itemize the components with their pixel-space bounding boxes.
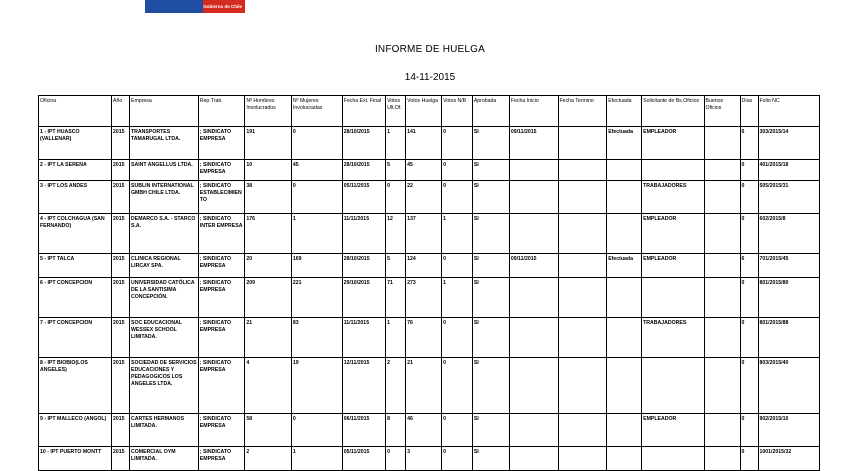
table-cell: 21 <box>406 358 442 414</box>
table-cell: 803/2015/40 <box>758 358 820 414</box>
table-cell: ; SINDICATO INTER EMPRESA <box>198 214 245 254</box>
table-cell: 29/10/2015 <box>342 278 385 318</box>
column-header: Buenos Oficios <box>704 96 740 127</box>
table-cell: 2015 <box>112 447 130 471</box>
table-row <box>39 181 820 214</box>
table-cell <box>509 447 558 471</box>
table-cell: 28/10/2015 <box>342 160 385 181</box>
table-cell <box>558 181 607 214</box>
table-cell: 5 <box>386 254 406 278</box>
column-header: Folio NC <box>758 96 820 127</box>
table-cell: 28/10/2015 <box>342 127 385 160</box>
table-cell: 1 <box>442 214 473 254</box>
table-cell: 0 <box>442 181 473 214</box>
table-row <box>39 318 820 358</box>
table-cell: 46 <box>406 414 442 447</box>
table-cell: 1 <box>442 278 473 318</box>
table-cell: 602/2015/8 <box>758 214 820 254</box>
column-header: Fecha Ext. Final <box>342 96 385 127</box>
column-header: Fecha Termino <box>558 96 607 127</box>
table-cell: SAINT ANGELLUS LTDA. <box>130 160 199 181</box>
table-cell: 4 <box>245 358 292 414</box>
table-cell: 0 <box>740 358 758 414</box>
table-cell: 38 <box>245 181 292 214</box>
table-cell: 4 - IPT COLCHAGUA (SAN FERNANDO) <box>39 214 112 254</box>
column-header: Aprobada <box>472 96 509 127</box>
table-cell: UNIVERSIDAD CATÓLICA DE LA SANTISIMA CONCEPCIÓN. <box>130 278 199 318</box>
table-cell: 28/10/2015 <box>342 254 385 278</box>
table-cell: 21 <box>245 318 292 358</box>
column-header: Solicitante de Bs.Oficios <box>642 96 704 127</box>
table-cell: 11/11/2015 <box>342 214 385 254</box>
table-cell: 401/2015/18 <box>758 160 820 181</box>
table-cell: ; SINDICATO EMPRESA <box>198 318 245 358</box>
table-cell <box>509 318 558 358</box>
table-cell: 10 - IPT PUERTO MONTT <box>39 447 112 471</box>
table-cell: ; SINDICATO EMPRESA <box>198 127 245 160</box>
table-cell: 137 <box>406 214 442 254</box>
table-cell: TRANSPORTES TAMARUGAL LTDA. <box>130 127 199 160</box>
table-cell <box>704 414 740 447</box>
table-cell: 12/11/2015 <box>342 358 385 414</box>
table-cell: Efectuada <box>607 127 642 160</box>
table-cell: ; SINDICATO EMPRESA <box>198 278 245 318</box>
table-cell: 2015 <box>112 214 130 254</box>
table-cell: COMERCIAL OYM LIMITADA. <box>130 447 199 471</box>
table-cell: 09/11/2015 <box>509 127 558 160</box>
table-cell: 12 <box>386 214 406 254</box>
table-cell <box>607 278 642 318</box>
table-cell: 8 - IPT BIOBIO(LOS ANGELES) <box>39 358 112 414</box>
table-cell: 45 <box>291 160 342 181</box>
table-cell: 06/11/2015 <box>342 414 385 447</box>
table-cell: 2015 <box>112 358 130 414</box>
table-cell: 0 <box>442 160 473 181</box>
table-cell: 09/11/2015 <box>509 254 558 278</box>
table-cell: SI <box>472 278 509 318</box>
table-cell: SI <box>472 254 509 278</box>
table-cell: 1001/2015/32 <box>758 447 820 471</box>
table-cell: 3 - IPT LOS ANDES <box>39 181 112 214</box>
table-cell <box>607 181 642 214</box>
column-header: Oficina <box>39 96 112 127</box>
column-header: Empresa <box>130 96 199 127</box>
table-cell: CLINICA REGIONAL LIRCAY SPA. <box>130 254 199 278</box>
table-cell: 0 <box>442 414 473 447</box>
table-cell: 1 <box>291 214 342 254</box>
table-cell: 902/2015/10 <box>758 414 820 447</box>
table-cell: 11/11/2015 <box>342 318 385 358</box>
column-header: Votos Ult.Of. <box>386 96 406 127</box>
table-cell: 5 <box>386 160 406 181</box>
table-cell: 0 <box>740 414 758 447</box>
table-cell: 6 <box>740 127 758 160</box>
table-cell: 209 <box>245 278 292 318</box>
table-cell <box>704 254 740 278</box>
table-body <box>39 127 820 471</box>
table-cell <box>558 127 607 160</box>
table-cell <box>642 358 704 414</box>
table-cell <box>558 160 607 181</box>
table-cell: 801/2015/80 <box>758 278 820 318</box>
table-cell <box>607 318 642 358</box>
table-cell: SUBLIN INTERNATIONAL GMBH CHILE LTDA. <box>130 181 199 214</box>
table-cell: 0 <box>291 127 342 160</box>
table-row <box>39 447 820 471</box>
table-header-row <box>39 96 820 127</box>
table-cell <box>704 181 740 214</box>
table-cell: SI <box>472 358 509 414</box>
table-cell <box>509 414 558 447</box>
table-cell: 6 - IPT CONCEPCION <box>39 278 112 318</box>
table-cell: 2015 <box>112 254 130 278</box>
table-cell <box>509 181 558 214</box>
table-cell <box>704 358 740 414</box>
table-cell <box>607 414 642 447</box>
column-header: Días <box>740 96 758 127</box>
table-cell: 1 <box>386 127 406 160</box>
table-cell: 701/2015/45 <box>758 254 820 278</box>
table-row <box>39 278 820 318</box>
table-cell: ; SINDICATO EMPRESA <box>198 160 245 181</box>
table-cell: 0 <box>291 181 342 214</box>
report-date: 14-11-2015 <box>404 72 456 83</box>
table-cell: 141 <box>406 127 442 160</box>
table-cell <box>704 214 740 254</box>
table-row <box>39 414 820 447</box>
table-cell: 05/11/2015 <box>342 181 385 214</box>
table-cell: SOC EDUCACIONAL WESSEX SCHOOL LIMITADA. <box>130 318 199 358</box>
table-row <box>39 214 820 254</box>
table-cell <box>558 318 607 358</box>
table-cell: 0 <box>740 160 758 181</box>
table-row <box>39 160 820 181</box>
column-header: Nº Hombres Involucrados <box>245 96 292 127</box>
table-cell: 0 <box>442 447 473 471</box>
table-cell <box>704 127 740 160</box>
table-cell <box>642 160 704 181</box>
table-cell: 0 <box>442 358 473 414</box>
table-cell <box>558 254 607 278</box>
gobierno-logo <box>145 0 245 13</box>
table-cell: 0 <box>740 278 758 318</box>
table-cell: TRABAJADORES <box>642 181 704 214</box>
table-cell: SI <box>472 127 509 160</box>
table-cell: 124 <box>406 254 442 278</box>
table-cell: 176 <box>245 214 292 254</box>
table-cell <box>558 447 607 471</box>
table-cell <box>509 358 558 414</box>
table-cell: ; SINDICATO EMPRESA <box>198 414 245 447</box>
table-cell: 2015 <box>112 181 130 214</box>
table-cell: SI <box>472 214 509 254</box>
table-cell <box>704 160 740 181</box>
table-cell: 0 <box>442 254 473 278</box>
column-header: Fecha Inicio <box>509 96 558 127</box>
table-cell: 0 <box>386 181 406 214</box>
table-cell: 9 - IPT MALLECO (ANGOL) <box>39 414 112 447</box>
table-cell: 2 <box>245 447 292 471</box>
table-cell: 2 <box>386 358 406 414</box>
table-cell: 2015 <box>112 127 130 160</box>
table-cell <box>558 414 607 447</box>
table-cell: ; SINDICATO EMPRESA <box>198 447 245 471</box>
table-cell: 303/2015/14 <box>758 127 820 160</box>
table-cell: 0 <box>386 447 406 471</box>
table-cell: 2015 <box>112 278 130 318</box>
table-cell <box>509 278 558 318</box>
table-cell: EMPLEADOR <box>642 254 704 278</box>
table-row <box>39 254 820 278</box>
table-cell: ; SINDICATO EMPRESA <box>198 254 245 278</box>
table-cell: 0 <box>740 181 758 214</box>
table-cell: 2 - IPT LA SERENA <box>39 160 112 181</box>
table-cell: SI <box>472 318 509 358</box>
table-cell: 2015 <box>112 414 130 447</box>
table-cell <box>607 214 642 254</box>
table-cell <box>642 447 704 471</box>
table-cell: 6 <box>740 254 758 278</box>
table-cell <box>558 358 607 414</box>
table-cell: 22 <box>406 181 442 214</box>
column-header: Nº Mujeres Involucradas <box>291 96 342 127</box>
table-cell: 273 <box>406 278 442 318</box>
table-cell: ; SINDICATO ESTABLECIMIENTO <box>198 181 245 214</box>
table-cell: 76 <box>406 318 442 358</box>
table-cell: 505/2015/31 <box>758 181 820 214</box>
table-row <box>39 358 820 414</box>
table-cell <box>558 278 607 318</box>
table-cell: 221 <box>291 278 342 318</box>
table-cell <box>509 214 558 254</box>
report-title: INFORME DE HUELGA <box>374 44 486 55</box>
table-cell: 191 <box>245 127 292 160</box>
table-cell: ; SINDICATO EMPRESA <box>198 358 245 414</box>
strike-report-table <box>38 95 820 471</box>
logo-text: Gobierno de Chile <box>203 4 242 9</box>
table-cell: SI <box>472 447 509 471</box>
column-header: Votos Huelga <box>406 96 442 127</box>
table-cell: DEMARCO S.A. - STARCO S.A. <box>130 214 199 254</box>
table-cell: 3 <box>406 447 442 471</box>
table-cell: 0 <box>442 318 473 358</box>
table-cell: EMPLEADOR <box>642 127 704 160</box>
table-cell <box>607 447 642 471</box>
column-header: Rep.Trab. <box>198 96 245 127</box>
table-cell: 0 <box>740 214 758 254</box>
table-cell <box>607 160 642 181</box>
table-cell <box>607 358 642 414</box>
column-header: Votos N/B <box>442 96 473 127</box>
table-cell: SOCIEDAD DE SERVICIOS EDUCACIONES Y PEDAGOGICOS LOS ANGELES LTDA. <box>130 358 199 414</box>
table-cell: 0 <box>740 318 758 358</box>
table-cell: 10 <box>245 160 292 181</box>
table-cell: 45 <box>406 160 442 181</box>
table-cell <box>704 318 740 358</box>
table-cell: 7 - IPT CONCEPCION <box>39 318 112 358</box>
table-cell: 169 <box>291 254 342 278</box>
table-cell: SI <box>472 414 509 447</box>
column-header: Efectuada <box>607 96 642 127</box>
table-cell: CARTES HERMANOS LIMITADA. <box>130 414 199 447</box>
table-cell: 801/2015/88 <box>758 318 820 358</box>
table-cell: 8 <box>386 414 406 447</box>
table-cell: 71 <box>386 278 406 318</box>
table-cell: 83 <box>291 318 342 358</box>
table-cell <box>642 278 704 318</box>
table-cell: TRABAJADORES <box>642 318 704 358</box>
table-cell: 2015 <box>112 318 130 358</box>
column-header: Año <box>112 96 130 127</box>
table-cell: 5 - IPT TALCA <box>39 254 112 278</box>
table-cell: 0 <box>740 447 758 471</box>
table-cell: 0 <box>442 127 473 160</box>
table-cell: Efectuada <box>607 254 642 278</box>
table-cell: 05/11/2015 <box>342 447 385 471</box>
table-cell: EMPLEADOR <box>642 414 704 447</box>
table-cell: 19 <box>291 358 342 414</box>
table-cell: SI <box>472 181 509 214</box>
table-cell: 1 - IPT HUASCO (VALLENAR) <box>39 127 112 160</box>
table-cell: EMPLEADOR <box>642 214 704 254</box>
table-cell: 1 <box>291 447 342 471</box>
table-cell <box>558 214 607 254</box>
table-cell <box>704 447 740 471</box>
table-cell: SI <box>472 160 509 181</box>
table-cell <box>509 160 558 181</box>
table-cell: 0 <box>291 414 342 447</box>
table-cell: 2015 <box>112 160 130 181</box>
table-row <box>39 127 820 160</box>
table-cell: 58 <box>245 414 292 447</box>
table-cell: 1 <box>386 318 406 358</box>
table-cell <box>704 278 740 318</box>
table-cell: 20 <box>245 254 292 278</box>
